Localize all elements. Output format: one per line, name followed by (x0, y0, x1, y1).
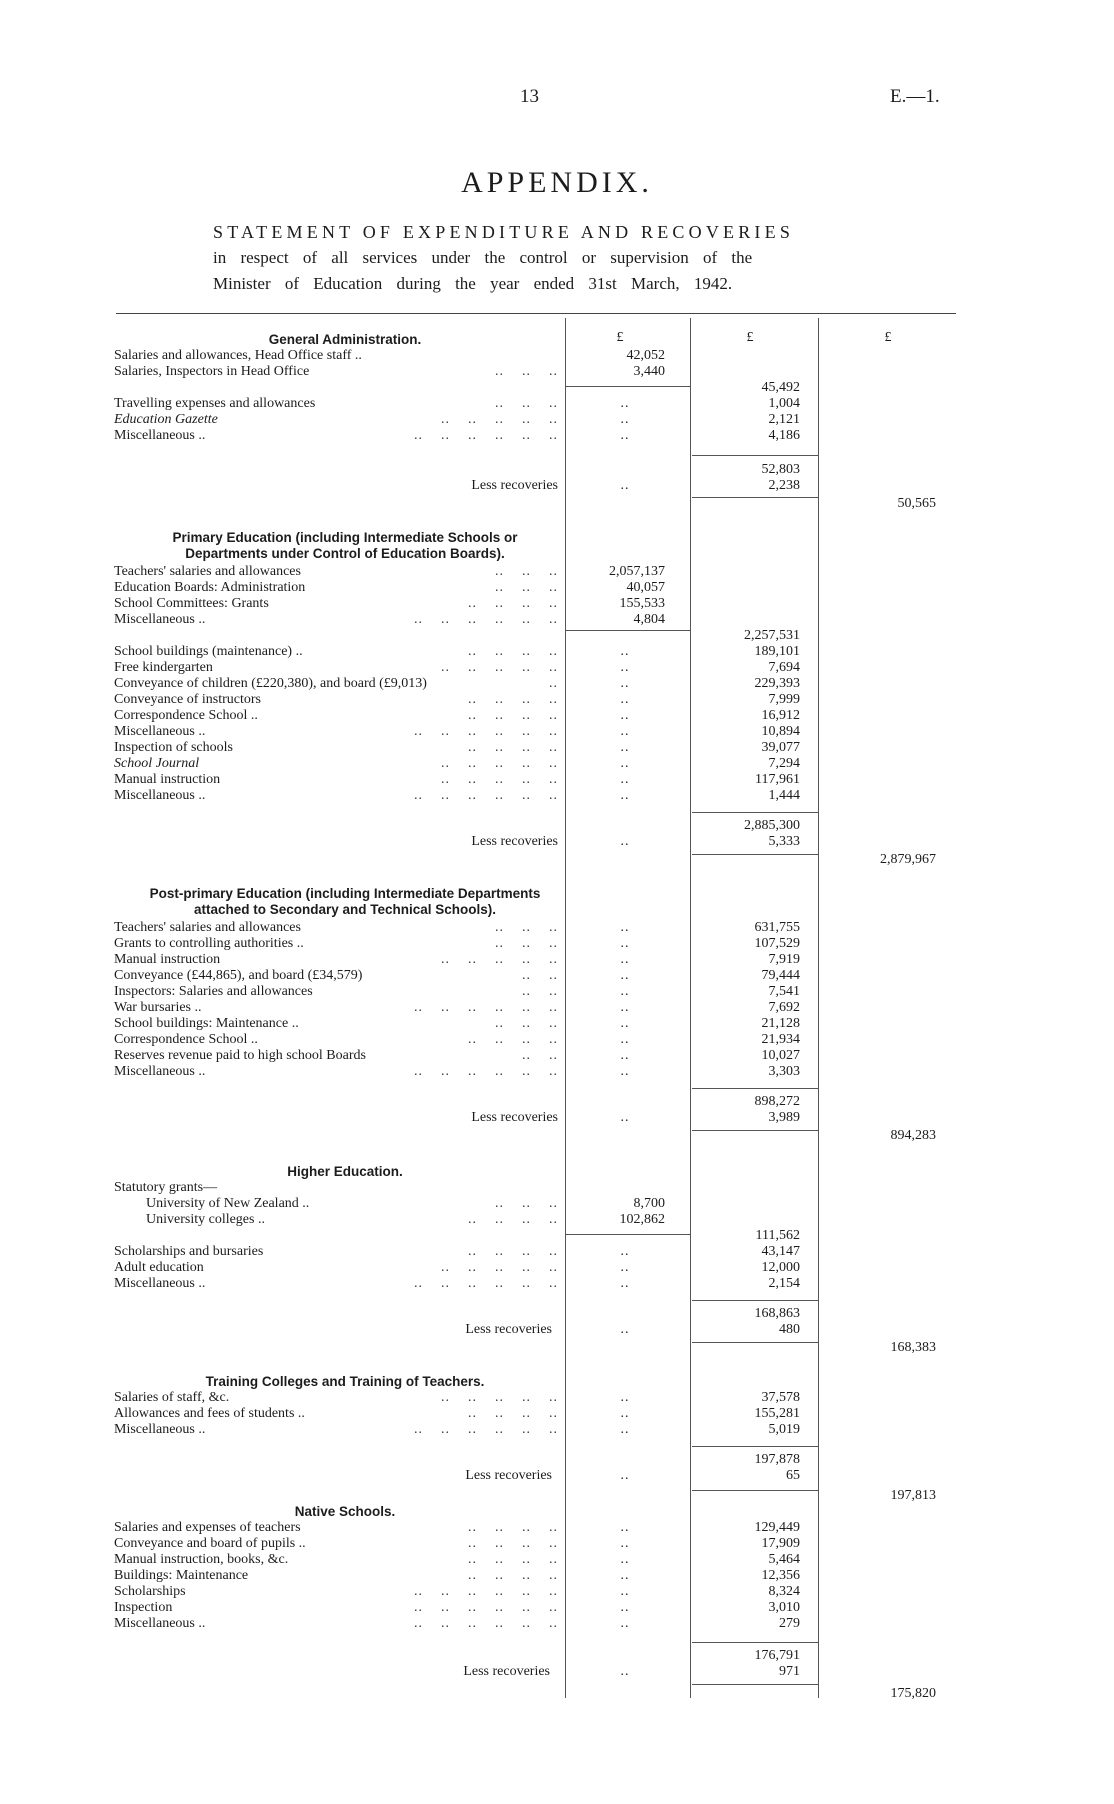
primary-row (114, 740, 558, 756)
net-rule (692, 1130, 818, 1131)
leader-dots: .. (620, 1048, 630, 1063)
statement-heading: STATEMENT OF EXPENDITURE AND RECOVERIES (213, 222, 795, 242)
less-recoveries-label: Less recoveries (463, 1664, 550, 1679)
row-label: Scholarships and bursaries (114, 1244, 264, 1259)
leader-dots: .. (620, 788, 630, 803)
leader-dots: .. .. .. .. (468, 1032, 558, 1047)
net-rule (692, 854, 818, 855)
leader-dots: .. .. .. (495, 580, 558, 595)
row-label: Miscellaneous .. (114, 724, 206, 739)
primary-c2: 10,894 (761, 724, 800, 739)
total-rule (692, 1088, 818, 1089)
top-rule (116, 313, 956, 314)
row-label: Inspectors: Salaries and allowances (114, 984, 313, 999)
native-row (114, 1520, 558, 1536)
leader-dots: .. (620, 1584, 630, 1599)
general-row (114, 412, 558, 428)
general-row (114, 396, 558, 412)
row-label: Miscellaneous .. (114, 1064, 206, 1079)
less-recoveries-label: Less recoveries (471, 478, 558, 493)
training-row (114, 1422, 558, 1438)
leader-dots: .. (620, 396, 630, 411)
leader-dots: .. .. .. .. .. .. (414, 1276, 558, 1291)
row-label: School buildings: Maintenance .. (114, 1016, 299, 1031)
training-c2: 5,019 (768, 1422, 800, 1437)
general-net-total: 50,565 (897, 496, 936, 511)
general-gross: 52,803 (761, 462, 800, 477)
row-label: Manual instruction (114, 772, 221, 787)
native-row (114, 1568, 558, 1584)
row-label: Manual instruction, books, &c. (114, 1552, 289, 1567)
postprimary-row (114, 1000, 558, 1016)
primary-row (114, 612, 558, 628)
leader-dots: .. .. .. (495, 564, 558, 579)
leader-dots: .. .. .. .. (468, 708, 558, 723)
primary-subtotal: 2,257,531 (744, 628, 800, 643)
row-label: School Committees: Grants (114, 596, 269, 611)
page-number: 13 (520, 86, 539, 107)
postprimary-row (114, 952, 558, 968)
leader-dots: .. (620, 968, 630, 983)
leader-dots: .. (620, 478, 630, 493)
primary-row (114, 564, 558, 580)
row-label: Free kindergarten (114, 660, 213, 675)
leader-dots: .. .. .. .. .. .. (414, 1064, 558, 1079)
leader-dots: .. (620, 1244, 630, 1259)
leader-dots: .. (620, 1616, 630, 1631)
row-label: Salaries and expenses of teachers (114, 1520, 301, 1535)
native-row (114, 1536, 558, 1552)
leader-dots: .. (620, 428, 630, 443)
total-rule (692, 1300, 818, 1301)
native-c2: 279 (779, 1616, 800, 1631)
postprimary-c2: 21,128 (761, 1016, 800, 1031)
leader-dots: .. .. .. .. (468, 1212, 558, 1227)
leader-dots: .. (620, 1260, 630, 1275)
leader-dots: .. (620, 1568, 630, 1583)
row-label: War bursaries .. (114, 1000, 202, 1015)
total-rule (692, 812, 818, 813)
higher-row (114, 1244, 558, 1260)
primary-c1: 2,057,137 (609, 564, 665, 579)
row-label: Allowances and fees of students .. (114, 1406, 305, 1421)
row-label: School Journal (114, 756, 200, 771)
postprimary-c2: 7,692 (768, 1000, 800, 1015)
postprimary-c2: 21,934 (761, 1032, 800, 1047)
leader-dots: .. (620, 740, 630, 755)
leader-dots: .. .. .. .. .. (441, 772, 558, 787)
higher-net-total: 168,383 (890, 1340, 936, 1355)
row-label: Miscellaneous .. (114, 788, 206, 803)
native-row (114, 1552, 558, 1568)
leader-dots: .. .. .. (495, 396, 558, 411)
primary-c1: 4,804 (633, 612, 665, 627)
row-label: University of New Zealand .. (146, 1196, 310, 1211)
row-label: Buildings: Maintenance (114, 1568, 249, 1583)
postprimary-row (114, 968, 558, 984)
native-gross: 176,791 (754, 1648, 800, 1663)
primary-row (114, 596, 558, 612)
general-recoveries: 2,238 (768, 478, 800, 493)
row-label: Conveyance of children (£220,380), and board (£9,013) (114, 676, 427, 691)
leader-dots: .. .. .. .. .. (441, 1260, 558, 1275)
postprimary-c2: 7,541 (768, 984, 800, 999)
leader-dots: .. (620, 1390, 630, 1405)
leader-dots: .. .. .. .. .. .. (414, 428, 558, 443)
leader-dots: .. (620, 1000, 630, 1015)
net-rule (692, 1490, 818, 1491)
section-title-primary: Primary Education (including Intermediate Schools or Departments under Control of Education Boards). (172, 530, 518, 561)
postprimary-gross: 898,272 (754, 1094, 800, 1109)
higher-subtotal: 111,562 (755, 1228, 800, 1243)
row-label: Salaries of staff, &c. (114, 1390, 230, 1405)
subtotal-rule (566, 386, 690, 387)
leader-dots: .. .. .. .. .. .. (414, 1422, 558, 1437)
leader-dots: .. (620, 1536, 630, 1551)
primary-net-total: 2,879,967 (880, 852, 936, 867)
statement-subheading-line2: Minister of Education during the year ended 31st March, 1942. (213, 274, 733, 293)
native-row (114, 1600, 558, 1616)
leader-dots: .. (620, 1664, 630, 1679)
leader-dots: .. .. .. (495, 1196, 558, 1211)
primary-row (114, 676, 558, 692)
row-label: Salaries and allowances, Head Office staff .. (114, 348, 362, 363)
primary-row (114, 724, 558, 740)
leader-dots: .. .. .. .. .. .. (414, 1000, 558, 1015)
native-row (114, 1616, 558, 1632)
row-label: Grants to controlling authorities .. (114, 936, 304, 951)
postprimary-c2: 3,303 (768, 1064, 800, 1079)
leader-dots: .. (620, 834, 630, 849)
postprimary-c2: 7,919 (768, 952, 800, 967)
leader-dots: .. (620, 1322, 630, 1337)
native-c2: 12,356 (761, 1568, 800, 1583)
row-label: Education Boards: Administration (114, 580, 306, 595)
row-label: Miscellaneous .. (114, 1616, 206, 1631)
primary-c2: 229,393 (754, 676, 800, 691)
row-label: Inspection of schools (114, 740, 233, 755)
leader-dots: .. .. (522, 984, 558, 999)
leader-dots: .. (620, 952, 630, 967)
primary-row (114, 772, 558, 788)
primary-c1: 40,057 (626, 580, 665, 595)
leader-dots: .. (620, 724, 630, 739)
section-title-training: Training Colleges and Training of Teachers. (205, 1374, 485, 1389)
postprimary-c2: 79,444 (761, 968, 800, 983)
leader-dots: .. (549, 676, 558, 691)
primary-c1: 155,533 (619, 596, 665, 611)
general-c1: 3,440 (633, 364, 665, 379)
net-rule (692, 1684, 818, 1685)
leader-dots: .. (620, 644, 630, 659)
leader-dots: .. (620, 1552, 630, 1567)
leader-dots: .. (620, 692, 630, 707)
postprimary-net-total: 894,283 (890, 1128, 936, 1143)
leader-dots: .. .. .. .. .. (441, 1390, 558, 1405)
net-rule (692, 497, 818, 498)
less-recoveries-label: Less recoveries (465, 1322, 552, 1337)
training-gross: 197,878 (754, 1452, 800, 1467)
row-label: Reserves revenue paid to high school Boards (114, 1048, 366, 1063)
higher-c2: 12,000 (761, 1260, 800, 1275)
leader-dots: .. (620, 1032, 630, 1047)
leader-dots: .. (620, 1276, 630, 1291)
leader-dots: .. .. .. .. (468, 1552, 558, 1567)
leader-dots: .. .. .. .. .. (441, 412, 558, 427)
primary-c2: 7,694 (768, 660, 800, 675)
general-row (114, 428, 558, 444)
leader-dots: .. .. .. .. (468, 1406, 558, 1421)
row-label: Correspondence School .. (114, 708, 258, 723)
leader-dots: .. .. .. .. .. (441, 756, 558, 771)
currency-header-2: £ (746, 330, 754, 345)
primary-c2: 117,961 (755, 772, 800, 787)
higher-c1: 102,862 (619, 1212, 665, 1227)
row-label: School buildings (maintenance) .. (114, 644, 303, 659)
leader-dots: .. .. .. (495, 1016, 558, 1031)
leader-dots: .. (620, 660, 630, 675)
general-row (114, 364, 558, 380)
row-label: Education Gazette (114, 412, 218, 427)
native-row (114, 1584, 558, 1600)
net-rule (692, 1342, 818, 1343)
general-c2: 2,121 (768, 412, 800, 427)
row-label: Miscellaneous .. (114, 1276, 206, 1291)
primary-c2: 16,912 (761, 708, 800, 723)
leader-dots: .. .. .. (495, 936, 558, 951)
section-title-general: General Administration. (268, 332, 422, 347)
row-label: Inspection (114, 1600, 173, 1615)
native-c2: 3,010 (768, 1600, 800, 1615)
currency-header-3: £ (884, 330, 892, 345)
row-label: Miscellaneous .. (114, 612, 206, 627)
primary-c2: 1,444 (768, 788, 800, 803)
row-label: Manual instruction (114, 952, 221, 967)
general-subtotal: 45,492 (761, 380, 800, 395)
leader-dots: .. .. .. .. .. (441, 660, 558, 675)
leader-dots: .. (620, 920, 630, 935)
general-c1: 42,052 (626, 348, 665, 363)
native-recoveries: 971 (779, 1664, 800, 1679)
leader-dots: .. .. .. .. .. .. (414, 1600, 558, 1615)
native-c2: 129,449 (754, 1520, 800, 1535)
primary-row (114, 580, 558, 596)
row-label: Teachers' salaries and allowances (114, 564, 301, 579)
leader-dots: .. (620, 708, 630, 723)
document-reference: E.—1. (890, 86, 940, 107)
leader-dots: .. (620, 1406, 630, 1421)
postprimary-row (114, 984, 558, 1000)
total-rule (692, 455, 818, 456)
primary-row (114, 708, 558, 724)
training-row (114, 1406, 558, 1422)
leader-dots: .. .. .. .. .. .. (414, 724, 558, 739)
currency-header-1: £ (616, 330, 624, 345)
higher-row (146, 1196, 558, 1212)
row-label: University colleges .. (146, 1212, 265, 1227)
leader-dots: .. (620, 676, 630, 691)
primary-row (114, 788, 558, 804)
general-row (114, 348, 558, 364)
native-c2: 5,464 (768, 1552, 800, 1567)
leader-dots: .. (620, 756, 630, 771)
primary-c2: 7,294 (768, 756, 800, 771)
leader-dots: .. .. (522, 1048, 558, 1063)
higher-recoveries: 480 (779, 1322, 800, 1337)
section-title-postprimary: Post-primary Education (including Intermediate Departments attached to Secondary and Technical Schools). (149, 886, 541, 917)
postprimary-row (114, 936, 558, 952)
leader-dots: .. .. .. .. .. .. (414, 612, 558, 627)
primary-c2: 39,077 (761, 740, 800, 755)
postprimary-row (114, 1048, 558, 1064)
training-net-total: 197,813 (890, 1488, 936, 1503)
leader-dots: .. (620, 936, 630, 951)
less-recoveries-label: Less recoveries (465, 1468, 552, 1483)
leader-dots: .. .. .. .. .. .. (414, 1616, 558, 1631)
leader-dots: .. .. .. .. (468, 644, 558, 659)
leader-dots: .. .. .. .. (468, 1536, 558, 1551)
row-label: Miscellaneous .. (114, 428, 206, 443)
leader-dots: .. .. .. .. .. .. (414, 788, 558, 803)
native-net-total: 175,820 (890, 1686, 936, 1701)
row-label: Adult education (114, 1260, 204, 1275)
section-title-native: Native Schools. (294, 1504, 396, 1519)
primary-recoveries: 5,333 (768, 834, 800, 849)
postprimary-row (114, 1064, 558, 1080)
leader-dots: .. .. .. (495, 364, 558, 379)
general-c2: 1,004 (768, 396, 800, 411)
training-c2: 37,578 (761, 1390, 800, 1405)
row-label: Conveyance of instructors (114, 692, 261, 707)
row-label: Teachers' salaries and allowances (114, 920, 301, 935)
leader-dots: .. (620, 1110, 630, 1125)
row-label: Travelling expenses and allowances (114, 396, 316, 411)
higher-row (146, 1212, 558, 1228)
higher-row (114, 1276, 558, 1292)
native-c2: 8,324 (768, 1584, 800, 1599)
total-rule (692, 1446, 818, 1447)
primary-gross: 2,885,300 (744, 818, 800, 833)
page-title: APPENDIX. (461, 166, 653, 199)
postprimary-row (114, 920, 558, 936)
native-c2: 17,909 (761, 1536, 800, 1551)
statement-subheading-line1: in respect of all services under the control or supervision of the (213, 248, 753, 267)
higher-c2: 2,154 (768, 1276, 800, 1291)
row-label: Scholarships (114, 1584, 186, 1599)
primary-row (114, 756, 558, 772)
leader-dots: .. (620, 1520, 630, 1535)
subtotal-rule (566, 1234, 690, 1235)
less-recoveries-label: Less recoveries (471, 834, 558, 849)
leader-dots: .. (620, 1422, 630, 1437)
leader-dots: .. .. .. .. (468, 1244, 558, 1259)
postprimary-recoveries: 3,989 (768, 1110, 800, 1125)
leader-dots: .. .. .. .. (468, 740, 558, 755)
postprimary-c2: 10,027 (761, 1048, 800, 1063)
subtotal-rule (566, 630, 690, 631)
primary-c2: 189,101 (754, 644, 800, 659)
leader-dots: .. .. .. .. .. (441, 952, 558, 967)
leader-dots: .. .. .. .. (468, 692, 558, 707)
training-recoveries: 65 (786, 1468, 800, 1483)
row-label: Statutory grants— (114, 1180, 218, 1195)
column-divider-1 (565, 318, 566, 1698)
leader-dots: .. (620, 772, 630, 787)
leader-dots: .. .. .. .. (468, 1520, 558, 1535)
primary-row (114, 692, 558, 708)
row-label: Miscellaneous .. (114, 1422, 206, 1437)
section-title-higher: Higher Education. (287, 1164, 403, 1179)
general-c2: 4,186 (768, 428, 800, 443)
higher-c1: 8,700 (633, 1196, 665, 1211)
leader-dots: .. (620, 1600, 630, 1615)
training-row (114, 1390, 558, 1406)
postprimary-row (114, 1016, 558, 1032)
leader-dots: .. .. (522, 968, 558, 983)
higher-gross: 168,863 (754, 1306, 800, 1321)
leader-dots: .. .. .. .. .. .. (414, 1584, 558, 1599)
postprimary-row (114, 1032, 558, 1048)
higher-c2: 43,147 (761, 1244, 800, 1259)
higher-row (114, 1260, 558, 1276)
row-label: Correspondence School .. (114, 1032, 258, 1047)
column-divider-3 (818, 318, 819, 1698)
leader-dots: .. (620, 984, 630, 999)
row-label: Salaries, Inspectors in Head Office (114, 364, 310, 379)
leader-dots: .. (620, 412, 630, 427)
row-label: Conveyance and board of pupils .. (114, 1536, 306, 1551)
primary-row (114, 660, 558, 676)
less-recoveries-label: Less recoveries (471, 1110, 558, 1125)
total-rule (692, 1642, 818, 1643)
postprimary-c2: 631,755 (754, 920, 800, 935)
leader-dots: .. (620, 1016, 630, 1031)
primary-c2: 7,999 (768, 692, 800, 707)
postprimary-c2: 107,529 (754, 936, 800, 951)
primary-row (114, 644, 558, 660)
leader-dots: .. .. .. .. (468, 1568, 558, 1583)
training-c2: 155,281 (754, 1406, 800, 1421)
leader-dots: .. .. .. (495, 920, 558, 935)
column-divider-2 (690, 318, 691, 1698)
row-label: Conveyance (£44,865), and board (£34,579) (114, 968, 363, 983)
higher-grants-label (114, 1180, 558, 1196)
leader-dots: .. (620, 1468, 630, 1483)
leader-dots: .. (620, 1064, 630, 1079)
leader-dots: .. .. .. .. (468, 596, 558, 611)
